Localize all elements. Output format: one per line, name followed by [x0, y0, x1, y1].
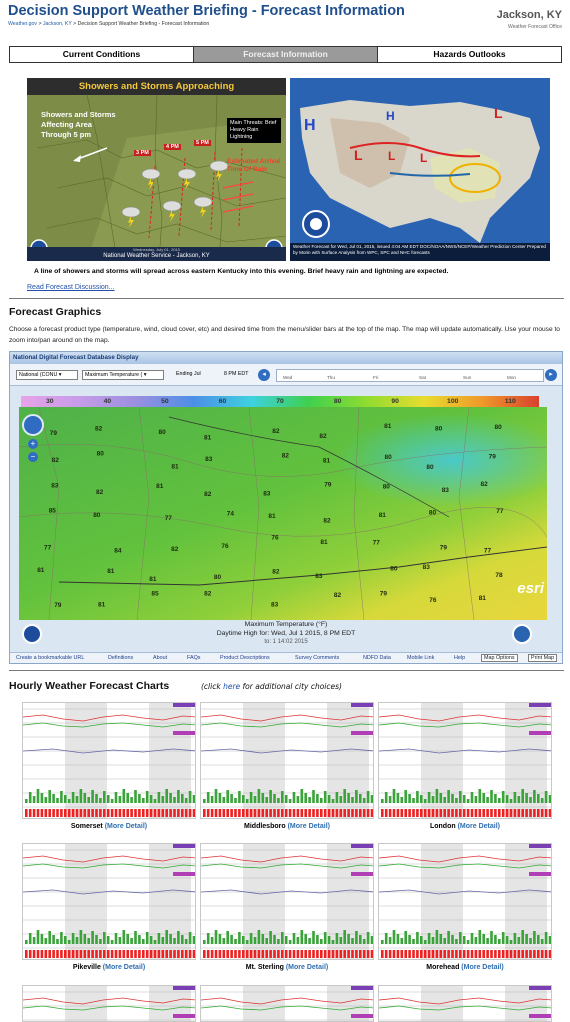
note-prefix: (click [201, 682, 224, 691]
legend-value: 90 [391, 398, 399, 405]
temperature-label: 76 [221, 543, 229, 550]
legend-value: 60 [218, 398, 227, 405]
section-divider [9, 670, 564, 671]
legend-value: 100 [447, 398, 459, 405]
ending-label: Ending Jul [176, 371, 201, 377]
svg-text:L: L [494, 105, 503, 121]
temperature-map-canvas [19, 407, 547, 620]
temperature-label: 82 [333, 592, 342, 599]
section-divider [9, 298, 564, 299]
svg-text:L: L [354, 147, 363, 163]
svg-text:L: L [420, 151, 428, 165]
page-header [8, 2, 562, 38]
hourly-charts-title: Hourly Weather Forecast Charts [9, 680, 170, 692]
map-window-title: National Digital Forecast Database Display [10, 352, 562, 364]
temperature-label: 81 [37, 567, 45, 574]
mobile-link[interactable]: Mobile Link [407, 655, 435, 661]
temperature-label: 83 [315, 573, 323, 581]
noaa-logo [22, 624, 42, 644]
hourly-chart-graphic [379, 703, 552, 819]
tab-current-conditions[interactable]: Current Conditions [9, 46, 194, 63]
national-map-caption: Weather Forecast for Wed, Jul 01, 2015, issued 4:04 AM EDT DOC/NOAA/NWS/NCEP/Weather Prediction Center Prepared by Morin with Surface Analysis from WPC, SPC and NHC forecasts [290, 243, 550, 261]
product-select[interactable]: Maximum Temperature ( ▾ [82, 370, 164, 380]
day-label: Thu [327, 375, 335, 380]
hourly-forecast-chart[interactable] [200, 985, 374, 1022]
breadcrumb-separator: > [37, 21, 43, 27]
temperature-label: 82 [319, 432, 327, 440]
hourly-chart-graphic [23, 986, 196, 1022]
temperature-label: 80 [96, 450, 104, 458]
temperature-color-legend [21, 396, 539, 407]
hourly-chart-graphic [379, 844, 552, 960]
hourly-forecast-chart[interactable] [22, 702, 196, 819]
svg-text:H: H [304, 117, 316, 134]
breadcrumb [8, 21, 209, 27]
temperature-label: 83 [422, 564, 430, 572]
hourly-forecast-chart[interactable] [378, 702, 552, 819]
map-caption-more: to: 1 14:02 2015 [264, 639, 308, 645]
hourly-forecast-chart[interactable] [378, 843, 552, 960]
temperature-label: 80 [435, 425, 443, 433]
zoom-out-button[interactable]: − [28, 452, 38, 462]
temperature-label: 77 [164, 515, 172, 523]
help-link[interactable]: Help [454, 655, 466, 661]
temperature-label: 83 [441, 487, 449, 495]
map-zoom-controls [22, 414, 44, 462]
city-name: Middlesboro [244, 823, 288, 830]
day-label: Wed [283, 375, 293, 380]
temperature-label: 82 [480, 481, 488, 489]
temperature-label: 76 [429, 596, 437, 604]
ndfd-data-link[interactable]: NDFD Data [363, 655, 391, 661]
storms-graphic-subtitle: Showers and Storms Affecting Area Through 5 pm [41, 110, 116, 139]
temperature-label: 82 [95, 425, 103, 433]
temperature-label: 81 [322, 457, 331, 465]
temperature-label: 81 [384, 423, 392, 431]
temperature-label: 83 [51, 482, 59, 490]
zoom-in-button[interactable]: + [28, 439, 38, 449]
temperature-label: 80 [158, 429, 166, 437]
time-value[interactable]: 8 PM EDT [224, 371, 249, 377]
temperature-label: 80 [384, 453, 392, 461]
hourly-chart-graphic [379, 986, 552, 1022]
temperature-label: 80 [382, 483, 390, 491]
hourly-chart-graphic [23, 703, 196, 819]
temperature-label: 82 [281, 452, 290, 460]
legend-value: 70 [276, 398, 284, 405]
temperature-label: 79 [324, 481, 332, 489]
storms-graphic-date: Wednesday, July 01, 2015 [133, 247, 180, 252]
breadcrumb-current: > Decision Support Weather Briefing - Forecast Information [71, 21, 210, 27]
region-select[interactable]: National (CONU ▾ [16, 370, 78, 380]
storms-graphic-title: Showers and Storms Approaching [27, 78, 286, 95]
temperature-label: 81 [320, 539, 328, 546]
arrival-time-4pm: 4 PM [166, 144, 179, 150]
map-toolbar [10, 364, 562, 386]
temperature-label: 79 [379, 590, 388, 598]
more-detail-link[interactable]: (More Detail) [287, 823, 330, 830]
pan-control[interactable] [22, 414, 44, 436]
temperature-label: 81 [107, 568, 115, 576]
product-select-value: Maximum Temperature ( [85, 372, 143, 378]
legend-value: 30 [46, 398, 54, 405]
survey-comments-link[interactable]: Survey Comments [295, 655, 340, 661]
day-label: Sat [419, 375, 426, 380]
hourly-chart-graphic [201, 986, 374, 1022]
temperature-label: 82 [204, 590, 212, 598]
temperature-label: 82 [51, 456, 59, 464]
more-detail-link[interactable]: (More Detail) [457, 823, 500, 830]
hourly-forecast-chart[interactable] [22, 985, 196, 1022]
temperature-label: 76 [271, 534, 279, 542]
briefing-summary: A line of showers and storms will spread across eastern Kentucky into this evening. Brief heavy rain and lightning are expected. [34, 268, 449, 275]
forecast-graphics-description: Choose a forecast product type (temperature, wind, cloud cover, etc) and desired time from the menu/slider bars at the top of the map. The map will update automatically. Use your mouse to zoom into/pan around on the map. [9, 326, 560, 344]
page-title: Decision Support Weather Briefing - Forecast Information [8, 3, 405, 19]
temperature-label: 80 [428, 509, 437, 517]
hourly-forecast-chart[interactable] [200, 702, 374, 819]
day-label: Fri [373, 375, 379, 380]
tab-hazards-outlooks[interactable]: Hazards Outlooks [378, 46, 562, 63]
tab-forecast-information[interactable]: Forecast Information [194, 46, 378, 63]
temperature-label: 77 [44, 544, 52, 552]
svg-text:L: L [388, 149, 396, 163]
temperature-label: 79 [49, 429, 58, 437]
temperature-label: 79 [54, 602, 62, 610]
temperature-label: 83 [263, 490, 271, 498]
temperature-label: 80 [426, 463, 434, 471]
more-detail-link[interactable]: (More Detail) [104, 823, 148, 830]
temperature-label: 81 [478, 595, 486, 602]
temperature-label: 82 [272, 568, 280, 576]
temperature-label: 74 [226, 510, 235, 518]
temperature-label: 82 [323, 517, 331, 525]
briefing-tabs [9, 46, 562, 63]
office-name: Jackson, KY [496, 9, 562, 21]
national-map-background [290, 78, 550, 261]
temperature-label: 78 [495, 571, 503, 579]
map-links-bar [10, 652, 562, 663]
storms-approaching-graphic [27, 78, 286, 261]
hourly-chart-graphic [201, 844, 374, 960]
city-name: Morehead [426, 964, 462, 971]
time-slider[interactable] [276, 369, 544, 382]
temperature-label: 84 [114, 547, 122, 555]
hourly-forecast-chart[interactable] [378, 985, 552, 1022]
temperature-label: 81 [98, 601, 106, 609]
temperature-label: 81 [378, 512, 386, 520]
temperature-label: 83 [271, 601, 279, 609]
city-name: Pikeville [72, 964, 103, 971]
note-suffix: for additional city choices) [240, 682, 342, 691]
read-forecast-discussion-link[interactable]: Read Forecast Discussion... [27, 284, 115, 291]
city-name: Somerset [70, 823, 105, 830]
city-chart-caption [378, 823, 552, 830]
map-options-button[interactable]: Map Options [481, 654, 518, 662]
map-caption [10, 621, 562, 647]
city-chart-caption [22, 964, 196, 971]
ndfd-map-viewer [9, 351, 563, 664]
map-caption-valid: Daytime High for: Wed, Jul 1 2015, 8 PM EDT [216, 629, 356, 637]
arrival-time-5pm: 5 PM [196, 140, 209, 146]
temperature-label: 82 [96, 488, 104, 496]
play-animation-button[interactable]: ▸ [545, 369, 557, 381]
temperature-label: 80 [390, 565, 398, 573]
breadcrumb-weather-gov-link[interactable]: Weather.gov [8, 21, 38, 27]
svg-text:H: H [386, 109, 395, 123]
main-threats-box: Main Threats: Brief Heavy Rain Lightning [227, 118, 281, 143]
faqs-link[interactable]: FAQs [187, 655, 201, 661]
legend-value: 80 [333, 398, 342, 405]
hourly-chart-graphic [23, 844, 196, 960]
temperature-label: 83 [205, 456, 213, 464]
additional-cities-note [201, 682, 342, 691]
additional-cities-link[interactable]: here [223, 682, 241, 691]
more-detail-link[interactable]: (More Detail) [102, 964, 146, 971]
city-chart-caption [200, 823, 374, 830]
estimated-arrival-label: Estimated Arrival Time Of Rain [227, 158, 281, 173]
city-chart-caption [200, 964, 374, 971]
temperature-label: 82 [171, 546, 179, 553]
day-label: Mon [507, 375, 516, 380]
temperature-label: 81 [156, 482, 164, 490]
about-link[interactable]: About [153, 655, 168, 661]
temperature-label: 77 [372, 539, 380, 547]
city-chart-caption [22, 823, 196, 830]
national-forecast-map [290, 78, 550, 261]
temperature-label: 79 [488, 453, 496, 461]
city-name: London [429, 823, 458, 830]
temperature-label: 85 [151, 590, 159, 598]
temperature-label: 80 [93, 511, 101, 519]
legend-value: 50 [161, 398, 169, 405]
storms-graphic-office: National Weather Service - Jackson, KY [103, 253, 210, 259]
hourly-forecast-chart[interactable] [22, 843, 196, 960]
temperature-label: 80 [213, 574, 222, 582]
city-chart-caption [378, 964, 552, 971]
temperature-map[interactable] [19, 407, 547, 620]
hourly-chart-graphic [201, 703, 374, 819]
temperature-label: 85 [48, 507, 56, 515]
temperature-label: 81 [171, 463, 179, 471]
definitions-link[interactable]: Definitions [108, 655, 134, 661]
time-back-button[interactable]: ◂ [258, 369, 270, 381]
esri-logo: esri [517, 580, 544, 597]
storms-graphic-footer [27, 247, 286, 261]
more-detail-link[interactable]: (More Detail) [285, 964, 329, 971]
hourly-forecast-chart[interactable] [200, 843, 374, 960]
day-label: Sun [463, 375, 472, 380]
nws-logo [512, 624, 532, 644]
forecast-graphics-title: Forecast Graphics [9, 306, 102, 318]
legend-value: 110 [504, 398, 516, 405]
product-descriptions-link[interactable]: Product Descriptions [220, 655, 270, 661]
bookmark-url-link[interactable]: Create a bookmarkable URL [16, 655, 85, 661]
office-subtitle: Weather Forecast Office [507, 24, 562, 30]
city-name: Mt. Sterling [245, 964, 286, 971]
arrival-time-3pm: 3 PM [136, 150, 149, 156]
breadcrumb-office-link[interactable]: Jackson, KY [42, 21, 72, 27]
temperature-label: 80 [494, 424, 502, 432]
temperature-label: 79 [439, 544, 448, 552]
temperature-label: 82 [272, 427, 280, 435]
temperature-label: 81 [268, 512, 276, 520]
region-select-value: National (CONU [19, 372, 58, 378]
temperature-label: 82 [204, 491, 212, 498]
print-map-button[interactable]: Print Map [528, 654, 557, 662]
temperature-label: 77 [496, 507, 504, 515]
temperature-label: 77 [483, 547, 492, 555]
more-detail-link[interactable]: (More Detail) [461, 964, 504, 971]
legend-value: 40 [103, 398, 112, 405]
map-caption-product: Maximum Temperature (°F) [244, 621, 328, 628]
temperature-label: 81 [149, 575, 157, 583]
temperature-label: 81 [204, 434, 212, 442]
